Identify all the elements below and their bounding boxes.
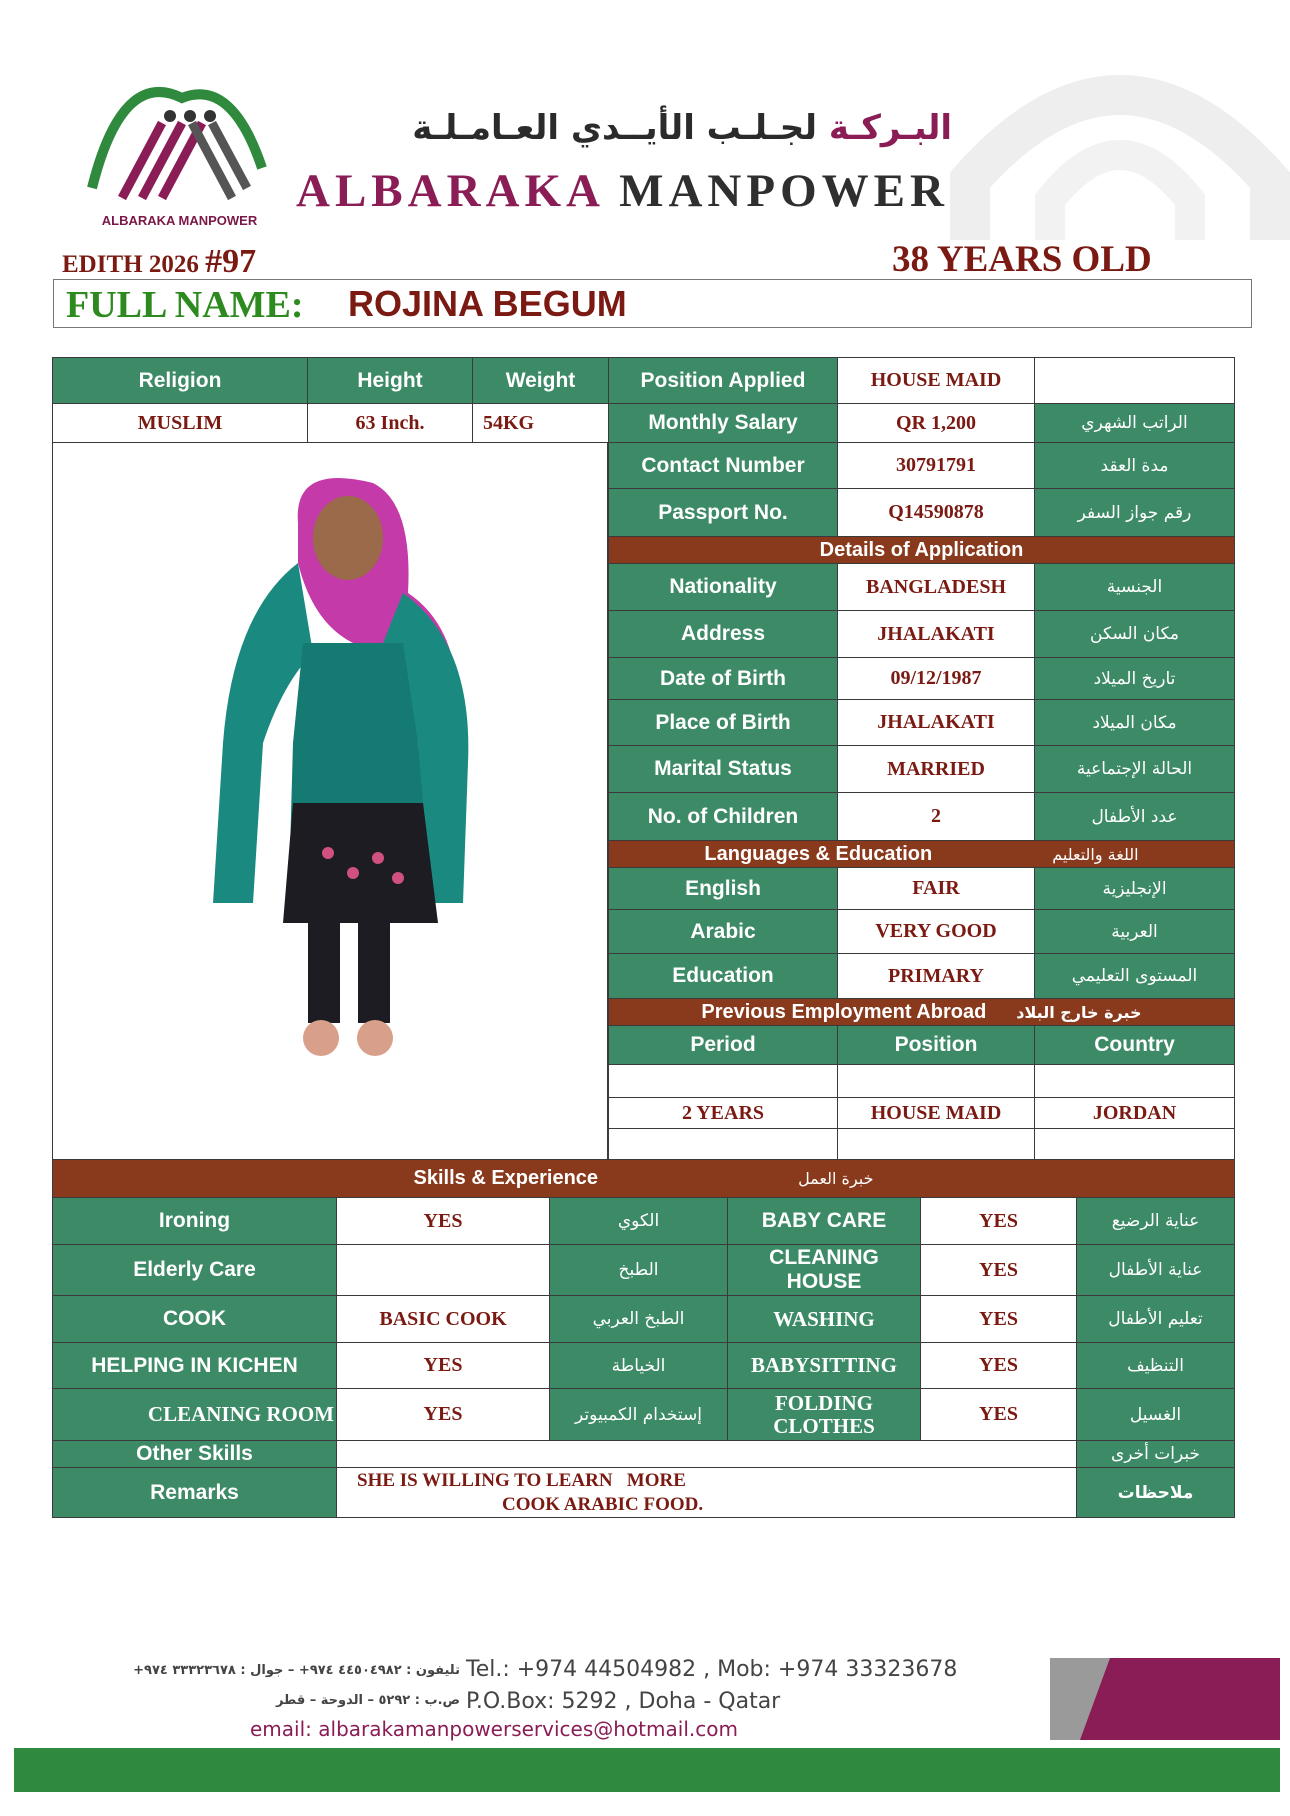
application-header: Details of Application (608, 536, 1235, 564)
skill-label: WASHING (727, 1295, 921, 1343)
candidate-photo-illustration (53, 443, 609, 1161)
religion-value: MUSLIM (52, 403, 308, 443)
app-value: JHALAKATI (837, 610, 1035, 658)
employment-country: JORDAN (1034, 1097, 1235, 1129)
app-arabic-label: تاريخ الميلاد (1034, 657, 1235, 700)
detail-label: Monthly Salary (608, 403, 838, 443)
employment-period: 2 YEARS (608, 1097, 838, 1129)
skill-arabic-label: الكوي (549, 1197, 728, 1245)
app-arabic-label: مكان السكن (1034, 610, 1235, 658)
skill-arabic-label: الطبخ العربي (549, 1295, 728, 1343)
full-name-box (53, 279, 1252, 328)
skill-label: CLEANING ROOM (52, 1388, 337, 1441)
skill-value: YES (336, 1197, 550, 1245)
employment-col-period: Period (608, 1025, 838, 1065)
app-value: 2 (837, 792, 1035, 841)
app-label: Nationality (608, 563, 838, 611)
remarks-arabic-label: ملاحظات (1076, 1467, 1235, 1518)
languages-header: Languages & Education اللغة والتعليم (608, 840, 1235, 868)
skill-arabic-label: تعليم الأطفال (1076, 1295, 1235, 1343)
detail-arabic-blank (1034, 357, 1235, 404)
app-arabic-label: الجنسية (1034, 563, 1235, 611)
app-arabic-label: مكان الميلاد (1034, 699, 1235, 746)
employment-blank-cell (837, 1128, 1035, 1160)
skill-label: Ironing (52, 1197, 337, 1245)
skill-value: YES (920, 1197, 1077, 1245)
height-value: 63 Inch. (307, 403, 473, 443)
language-value: VERY GOOD (837, 909, 1035, 954)
company-name-arabic: البـركـة لجـلـب الأيــدي العـامـلـة (412, 108, 952, 148)
skill-arabic-label: الغسيل (1076, 1388, 1235, 1441)
skill-value: YES (920, 1388, 1077, 1441)
skill-arabic-label: عناية الرضيع (1076, 1197, 1235, 1245)
logo-caption: ALBARAKA MANPOWER (101, 213, 258, 228)
detail-value: QR 1,200 (837, 403, 1035, 443)
footer-phone: Tel.: +974 44504982 , Mob: +974 33323678 (466, 1657, 958, 1682)
other-skills-value (336, 1440, 1077, 1468)
language-label: Education (608, 953, 838, 999)
detail-label: Contact Number (608, 442, 838, 489)
footer-arabic-phone: تليفون : ٤٤٥٠٤٩٨٢ ٩٧٤+ – جوال : ٣٣٣٢٣٦٧٨ ٩٧٤+ (133, 1663, 460, 1678)
employment-col-position: Position (837, 1025, 1035, 1065)
skill-arabic-label: التنظيف (1076, 1342, 1235, 1389)
app-label: Address (608, 610, 838, 658)
employment-col-country: Country (1034, 1025, 1235, 1065)
employment-blank-cell (1034, 1064, 1235, 1098)
employment-blank-cell (1034, 1128, 1235, 1160)
language-arabic-label: العربية (1034, 909, 1235, 954)
religion-label: Religion (52, 357, 308, 404)
detail-value: Q14590878 (837, 488, 1035, 537)
other-skills-arabic-label: خبرات أخرى (1076, 1440, 1235, 1468)
skill-value: YES (920, 1295, 1077, 1343)
height-label: Height (307, 357, 473, 404)
detail-label: Passport No. (608, 488, 838, 537)
app-label: No. of Children (608, 792, 838, 841)
skill-label: BABY CARE (727, 1197, 921, 1245)
skill-arabic-label: عناية الأطفال (1076, 1244, 1235, 1296)
detail-arabic-label: رقم جواز السفر (1034, 488, 1235, 537)
employment-position: HOUSE MAID (837, 1097, 1035, 1129)
skill-label: FOLDING CLOTHES (727, 1388, 921, 1441)
employment-blank-cell (837, 1064, 1035, 1098)
candidate-photo (52, 442, 608, 1160)
skill-value (336, 1244, 550, 1296)
skill-value: BASIC COOK (336, 1295, 550, 1343)
language-value: FAIR (837, 867, 1035, 910)
footer-brand-block (1050, 1658, 1280, 1740)
full-name-value: ROJINA BEGUM (348, 283, 627, 324)
other-skills-label: Other Skills (52, 1440, 337, 1468)
language-label: English (608, 867, 838, 910)
employment-blank-cell (608, 1128, 838, 1160)
skill-value: YES (336, 1342, 550, 1389)
app-arabic-label: عدد الأطفال (1034, 792, 1235, 841)
app-arabic-label: الحالة الإجتماعية (1034, 745, 1235, 793)
app-label: Marital Status (608, 745, 838, 793)
employment-blank-cell (608, 1064, 838, 1098)
detail-label: Position Applied (608, 357, 838, 404)
skill-arabic-label: إستخدام الكمبيوتر (549, 1388, 728, 1441)
weight-value: 54KG (472, 403, 609, 443)
app-value: 09/12/1987 (837, 657, 1035, 700)
remarks-label: Remarks (52, 1467, 337, 1518)
background-arch-decoration (950, 30, 1290, 240)
skill-arabic-label: الخياطة (549, 1342, 728, 1389)
language-value: PRIMARY (837, 953, 1035, 999)
reference-number: EDITH 2026 #97 (62, 243, 257, 280)
language-label: Arabic (608, 909, 838, 954)
skill-label: HELPING IN KICHEN (52, 1342, 337, 1389)
detail-arabic-label: الراتب الشهري (1034, 403, 1235, 443)
app-value: BANGLADESH (837, 563, 1035, 611)
skill-label: Elderly Care (52, 1244, 337, 1296)
candidate-age: 38 YEARS OLD (892, 239, 1152, 280)
employment-header: Previous Employment Abroad خبرة خارج البلاد (608, 998, 1235, 1026)
company-name-english: ALBARAKA MANPOWER (296, 165, 949, 217)
footer-arabic-address: ص.ب : ٥٢٩٢ – الدوحة – قطر (275, 1693, 460, 1708)
app-label: Place of Birth (608, 699, 838, 746)
skill-arabic-label: الطبخ (549, 1244, 728, 1296)
skill-label: CLEANING HOUSE (727, 1244, 921, 1296)
app-value: MARRIED (837, 745, 1035, 793)
app-label: Date of Birth (608, 657, 838, 700)
footer-email: email: albarakamanpowerservices@hotmail.com (250, 1717, 738, 1741)
skills-header: Skills & Experience خبرة العمل (52, 1159, 1235, 1198)
language-arabic-label: الإنجليزية (1034, 867, 1235, 910)
language-arabic-label: المستوى التعليمي (1034, 953, 1235, 999)
skill-value: YES (920, 1244, 1077, 1296)
full-name-label: FULL NAME: (66, 284, 304, 326)
skill-value: YES (336, 1388, 550, 1441)
company-logo (82, 78, 272, 228)
app-value: JHALAKATI (837, 699, 1035, 746)
detail-value: HOUSE MAID (837, 357, 1035, 404)
remarks-value: SHE IS WILLING TO LEARN MORE COOK ARABIC FOOD. (336, 1467, 1077, 1518)
skill-label: COOK (52, 1295, 337, 1343)
footer-green-band (14, 1748, 1280, 1792)
skill-value: YES (920, 1342, 1077, 1389)
detail-value: 30791791 (837, 442, 1035, 489)
detail-arabic-label: مدة العقد (1034, 442, 1235, 489)
footer-address: P.O.Box: 5292 , Doha - Qatar (466, 1689, 781, 1714)
weight-label: Weight (472, 357, 609, 404)
skill-label: BABYSITTING (727, 1342, 921, 1389)
